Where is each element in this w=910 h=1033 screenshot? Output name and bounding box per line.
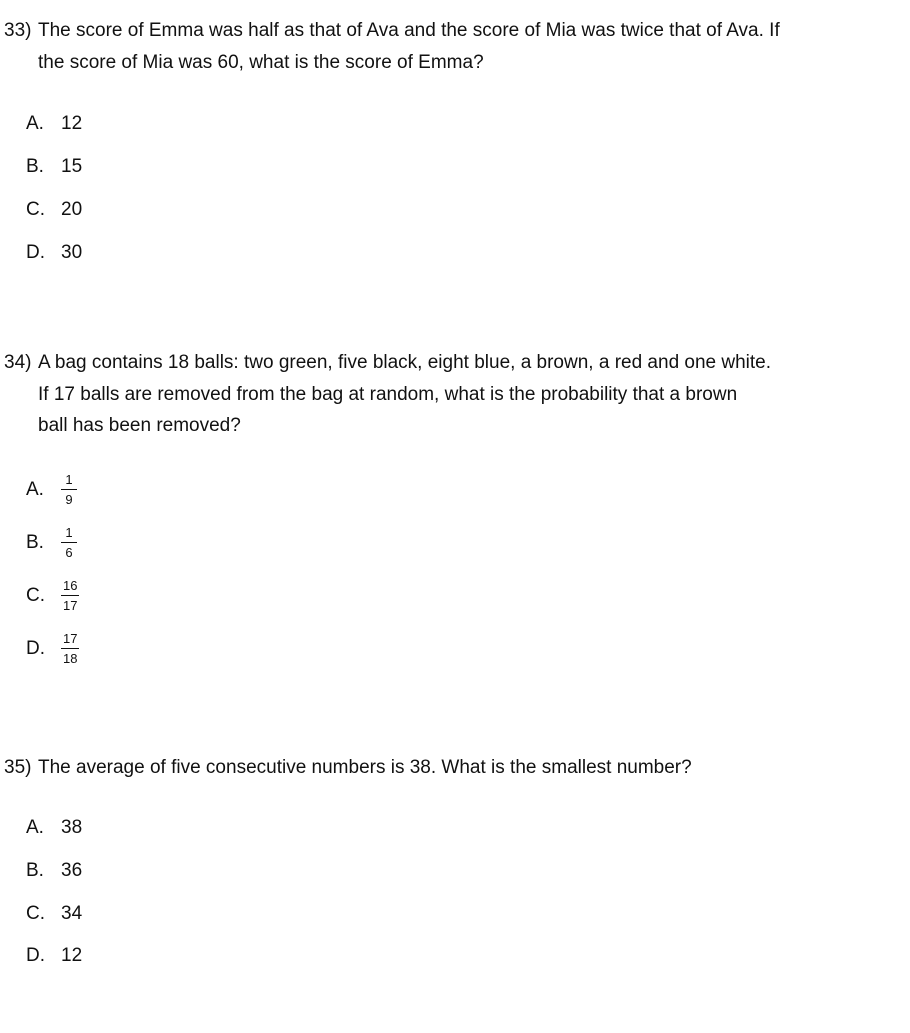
fraction-numerator: 1 [61,472,77,490]
question-text-line: the score of Mia was 60, what is the score of Emma? [38,51,484,73]
question-33 [4,15,884,78]
option-letter: B. [26,156,44,177]
option-value: 36 [61,860,83,881]
option-value: 12 [61,113,83,134]
fraction-denominator: 6 [65,545,73,560]
option-value: 12 [61,945,83,966]
option-letter: D. [26,242,45,263]
option-fraction [61,525,77,560]
question-text-line: If 17 balls are removed from the bag at random, what is the probability that a brown [38,383,738,405]
question-text-line: The score of Emma was half as that of Ava and the score of Mia was twice that of Ava. If [38,20,780,41]
option-fraction [61,631,79,666]
option-fraction [61,472,77,507]
option-value: 34 [61,903,83,924]
option-letter: A. [26,817,44,838]
answer-option-b[interactable] [26,156,82,178]
answer-option-c[interactable] [26,578,79,613]
option-letter: A. [26,478,44,500]
option-letter: D. [26,945,45,966]
question-stem [4,15,884,78]
answer-option-d[interactable] [26,242,82,264]
question-35 [4,752,884,784]
question-text-line: The average of five consecutive numbers is 38. What is the smallest number? [38,757,692,778]
fraction-numerator: 17 [61,631,79,649]
answer-option-d[interactable] [26,945,82,967]
answer-option-c[interactable] [26,903,82,925]
option-value: 15 [61,156,83,177]
option-letter: C. [26,903,45,924]
answer-option-d[interactable] [26,631,79,666]
answer-option-a[interactable] [26,817,82,839]
answer-option-c[interactable] [26,199,82,221]
option-letter: C. [26,584,45,606]
option-value: 20 [61,199,83,220]
answer-option-b[interactable] [26,860,82,882]
option-letter: C. [26,199,45,220]
answer-option-a[interactable] [26,113,82,135]
question-34 [4,347,884,442]
question-number: 34) [4,352,32,373]
fraction-denominator: 18 [63,651,78,666]
question-text-line: A bag contains 18 balls: two green, five black, eight blue, a brown, a red and one white. [38,352,772,373]
question-text-line: ball has been removed? [38,415,241,436]
option-value: 30 [61,242,83,263]
option-letter: D. [26,637,45,659]
question-stem [4,752,884,784]
option-letter: B. [26,531,44,553]
answer-option-b[interactable] [26,525,77,560]
fraction-numerator: 1 [61,525,77,543]
option-letter: A. [26,113,44,134]
fraction-denominator: 17 [63,598,78,613]
fraction-numerator: 16 [61,578,79,596]
answer-option-a[interactable] [26,472,77,507]
question-stem [4,347,884,442]
option-letter: B. [26,860,44,881]
option-fraction [61,578,79,613]
fraction-denominator: 9 [65,492,73,507]
option-value: 38 [61,817,83,838]
question-number: 35) [4,757,32,778]
question-number: 33) [4,20,32,41]
